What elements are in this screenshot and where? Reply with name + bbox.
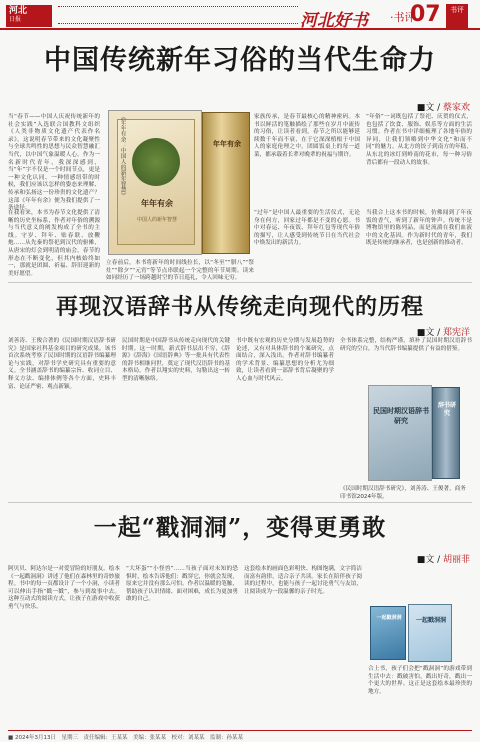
divider-b xyxy=(8,502,472,503)
book-b-spine xyxy=(432,387,460,479)
book-a-subtitle: 中国人的新年智慧 xyxy=(136,217,177,223)
author-b-name: 郑宪洋 xyxy=(442,328,470,338)
article-c-col-4: 合上书，孩子们会把“戳洞洞”的游戏带到生活中去：戳破害怕，戳出好奇，戳出一个更大的世界。这正是这套绘本最珍贵的地方。 xyxy=(368,666,472,695)
book-c1-title: 一起戳洞洞 xyxy=(376,615,402,621)
header-dotted-band xyxy=(58,6,298,24)
article-a-col-2: 家族传承，是春节最核心的精神密码。本书以鲜活的笔触描绘了那些在岁月中流传的习俗，让读者看到，春节之所以能够延续数千年而不衰，在于它深深植根于中国人的家庭伦理之中。团圆饭桌上的每一道菜，都承载着长辈对晚辈的祝福与期许。 xyxy=(254,114,360,158)
article-c-col-1: 阿贝贝、阿达尔是一对爱冒险的好朋友。绘本《一起戳洞洞》讲述了他们在森林里的奇妙旅程。书中的每一页都设计了一个小洞，小读者可以伸出手指“戳一戳”，参与到故事中去。这种互动式的阅读方式，让孩子在游戏中收获勇气与快乐。 xyxy=(8,566,120,610)
book-a-title: 年年有余 xyxy=(141,198,173,208)
headline-a: 中国传统新年习俗的当代生命力 xyxy=(44,45,436,76)
article-a-col-4: 立春前后，本书将新年的时间线拉长，以“冬至”“腊八”“祭灶”“除夕”“元宵”等节点串联起一个完整的年节周期。读来如同经历了一场跨越时空的节日巡礼，令人回味无穷。 xyxy=(106,260,254,282)
author-c-prefix: ■文 / xyxy=(416,555,443,565)
book-b-spine-title: 辞书研究 xyxy=(438,402,457,417)
page-number: 07 xyxy=(410,2,441,27)
divider-a xyxy=(8,282,472,283)
article-b-col-4: 全书体系完整，结构严谨，填补了民国时期汉语辞书研究的空白，为当代辞书编纂提供了有益的借鉴。 xyxy=(340,338,472,352)
author-c-name: 胡丽菲 xyxy=(442,555,470,565)
article-a-col-6: 当我合上这本书的时候，仿佛闻到了年夜饭的香气，听到了新年的钟声。传统不是博物馆里的陈列品，而是流淌在我们血液中的文化基因。作为新时代的青年，我们既是传统的继承者，也是创新的推动者。 xyxy=(366,210,472,247)
author-b xyxy=(417,325,470,338)
logo-bottom-text: 日报 xyxy=(9,16,22,23)
book-c2-title: 一起戳洞洞 xyxy=(415,617,446,624)
newspaper-logo xyxy=(6,5,52,27)
page-footer: ■ 2024年3月13日 星期三 责任编辑：王某某 美编：张某某 校对：刘某某 监制：孙某某 xyxy=(8,730,472,741)
author-c xyxy=(417,552,470,565)
book-a-caption: 《年年有余：中国人的新年智慧》 xyxy=(119,114,126,198)
author-a-prefix: ■文 / xyxy=(416,103,443,113)
book-b-caption: 《民国时期汉语辞书研究》，刘善涛、王俊著，商务印书馆2024年版。 xyxy=(340,486,466,500)
article-a-col-3: “年俗”一词既包括了祭祀、庆贺的仪式，也包括了饮食、服饰、娱乐等方面的生活习惯。作者在书中详细梳理了各地年俗的异同，让我们领略到中华文化“和而不同”的魅力。从北方的饺子到南方的年糕，从东北的冰灯到岭南的花市，每一种习俗背后都有一段动人的故事。 xyxy=(366,114,472,166)
book-cover-b xyxy=(368,385,432,481)
author-b-prefix: ■文 / xyxy=(416,328,443,338)
article-b-col-2: 民国时期是中国辞书从传统走向现代的关键时期。这一时期，新式辞书层出不穷，《辞源》《辞海》《国语辞典》等一批具有代表性的辞书相继问世，奠定了现代汉语辞书的基本格局。作者以翔实的史料，勾勒出这一转型的清晰脉络。 xyxy=(122,338,230,382)
article-b-col-3: 书中既有宏观的历史分期与发展趋势的论述，又有对具体辞书的个案研究，点面结合，深入浅出。作者对辞书编纂者的学术背景、编纂思想的分析尤为细致，让读者看到一部辞书背后凝聚的学人心血与时代风云。 xyxy=(236,338,334,382)
page-header xyxy=(0,0,480,30)
book-b-title: 民国时期汉语辞书研究 xyxy=(373,406,429,425)
author-a-name: 蔡家欢 xyxy=(442,103,470,113)
article-a-col-1: 当“春节——中国人庆祝传统新年的社会实践”入选联合国教科文组织《人类非物质文化遗产代表作名录》，这说明春节带来的文化凝聚性与全球共鸣性的思想与民众智慧融汇当代，以中国气象温暖人心。作为一名新时代青年，我深深感到，当“年”字不仅是一个时间节点，更是一种文化认同、一种情感纽带的时候，我们应该以怎样的姿态来理解、传承和弘扬这一份珍贵的文化遗产？这部《年年有余》便为我们提供了一条途径。 xyxy=(8,114,100,212)
book-cover-c2 xyxy=(408,604,452,662)
section-title: 河北好书 xyxy=(300,11,368,31)
book-a-cover-face xyxy=(117,119,195,245)
author-a xyxy=(417,100,470,113)
book-a-illustration xyxy=(132,138,180,186)
article-c-col-2: “大坏蛋”“小怪兽”……当孩子面对未知的恐惧时，绘本告诉他们：戳穿它，你就会发现，原来它并没有那么可怕。作者以温暖的笔触，帮助孩子认识情绪、面对困难，成长为更加勇敢的自己。 xyxy=(126,566,238,603)
page-tag: 书评 xyxy=(446,4,468,28)
article-b-col-1: 刘善涛、王俊合著的《民国时期汉语辞书研究》是国家社科基金项目的研究成果。该书首次系统考察了民国时期的汉语辞书编纂理论与实践，对辞书学史研究具有重要的意义。全书涵盖辞书的编纂宗旨、收词立目、释义方法、编排体例等各个方面，史料丰富、论证严密、观点新颖。 xyxy=(8,338,116,390)
headline-b: 再现汉语辞书从传统走向现代的历程 xyxy=(55,294,424,320)
book-a-spine xyxy=(202,112,250,254)
article-c-col-3: 这套绘本的画面色彩明快、构图饱满，文字简洁而富有韵律，适合亲子共读。家长在陪伴孩子阅读的过程中，也能与孩子一起讨论勇气与友谊，让阅读成为一段温馨的亲子时光。 xyxy=(244,566,362,595)
section-subtitle: ·书评 xyxy=(390,11,416,24)
logo-top-text: 河北 xyxy=(9,6,28,16)
book-a-spine-title: 年年有余 xyxy=(213,139,241,148)
article-a-col-5: “过年”是中国人最重要的生活仪式，无论身在何方，回家过年都是不变的心愿。书中对春运、年夜饭、拜年红包等现代年俗的描写，让人感受到传统节日在当代社会中焕发出的新活力。 xyxy=(254,210,360,247)
headline-c: 一起“戳洞洞”，变得更勇敢 xyxy=(93,514,387,541)
book-cover-c1 xyxy=(370,606,406,660)
article-a-col-1b: 在我看来，本书为春节文化提供了清晰的历史坐标系，作者对年俗的溯源与当代意义的阐发构成了全书的主线。守岁、拜年、贴春联、放鞭炮……从先秦的祭祀到汉代的驱傩，从唐宋的灯会到明清的庙会，春节的形态在不断变化，但其内核始终如一，那就是团圆、祈福、辞旧迎新的美好愿望。 xyxy=(8,210,100,277)
